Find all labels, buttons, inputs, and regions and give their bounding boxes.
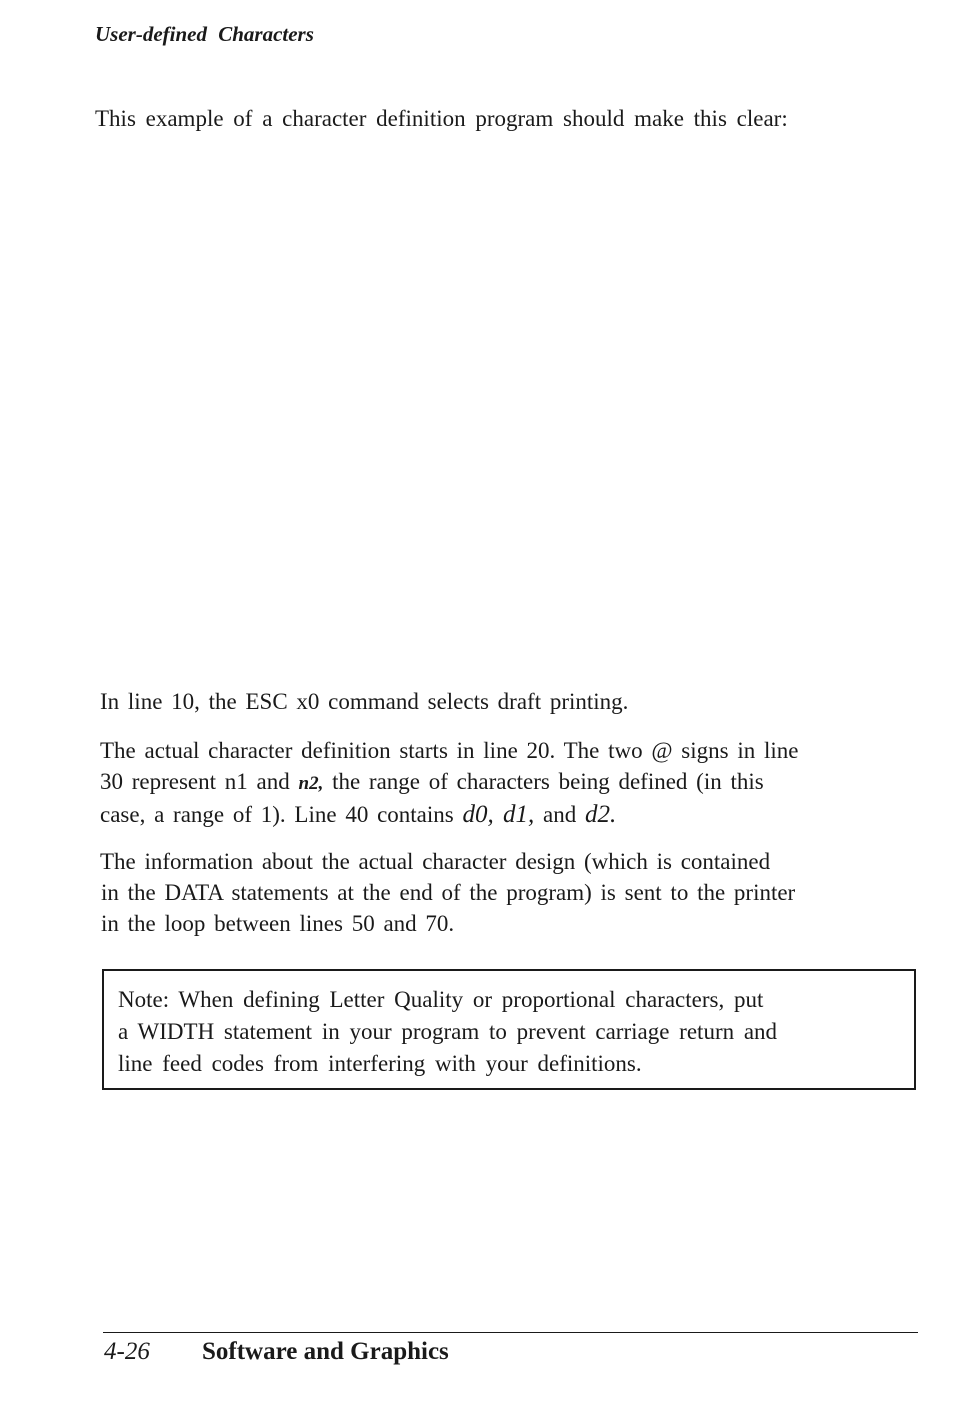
paragraph-text: In line 10, the ESC x0 command selects draft printing. (100, 689, 629, 714)
footer-rule (103, 1332, 918, 1333)
running-head: User-defined Characters (95, 22, 314, 46)
paragraph-line (100, 799, 920, 830)
paragraph-line: in the loop between lines 50 and 70. (101, 911, 455, 936)
intro-sentence: This example of a character definition program should make this clear: (95, 106, 788, 131)
note-box (102, 969, 916, 1090)
text-run: and (534, 802, 585, 827)
paragraph-data-loop (100, 846, 920, 939)
paragraph-line-10 (100, 686, 920, 717)
paragraph-definition (100, 735, 920, 830)
text-run: the range of characters being defined (in this (323, 769, 764, 794)
section-title: Software and Graphics (202, 1338, 449, 1365)
note-line: Note: When defining Letter Quality or proportional characters, put (118, 987, 764, 1012)
text-run: case, a range of 1). Line 40 contains (100, 802, 463, 827)
paragraph-line: The actual character definition starts in line 20. The two @ signs in line (100, 738, 799, 763)
note-text (118, 984, 777, 1080)
d0-d1-parameters: d0, d1, (462, 801, 535, 828)
d2-parameter: d2. (584, 801, 617, 828)
page-number: 4-26 (104, 1338, 150, 1365)
note-line: a WIDTH statement in your program to prevent carriage return and (118, 1019, 778, 1044)
paragraph-line (100, 766, 920, 799)
n2-parameter: n2, (298, 773, 324, 794)
text-run: 30 represent n1 and (100, 769, 299, 794)
paragraph-line: in the DATA statements at the end of the program) is sent to the printer (101, 880, 796, 905)
paragraph-line: The information about the actual character design (which is contained (100, 849, 771, 874)
note-line: line feed codes from interfering with your definitions. (118, 1051, 642, 1076)
